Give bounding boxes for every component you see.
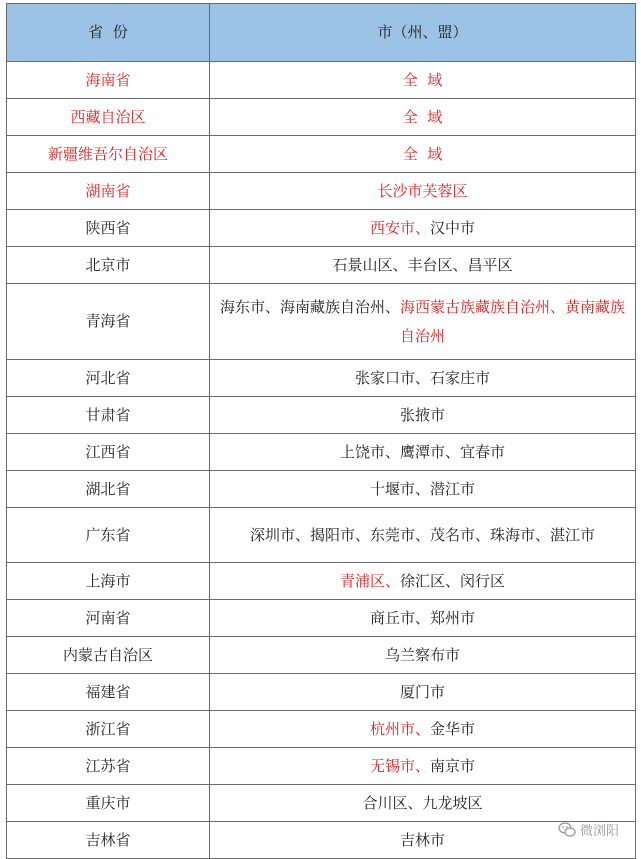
table-row xyxy=(7,711,636,748)
city-text: 上饶市、鹰潭市、宜春市 xyxy=(339,442,505,461)
city-text: 十堰市、潜江市 xyxy=(369,479,475,498)
table-row xyxy=(7,397,636,434)
city-column-header: 市（州、盟） xyxy=(210,4,636,62)
city-text: 海东市、海南藏族自治州、 xyxy=(219,297,400,316)
city-cell xyxy=(210,247,636,284)
city-text: 张家口市、石家庄市 xyxy=(354,368,490,387)
region-table xyxy=(6,3,636,859)
table-body xyxy=(7,62,636,859)
wechat-icon xyxy=(558,822,576,838)
table-row xyxy=(7,284,636,360)
city-cell xyxy=(210,508,636,563)
table-row xyxy=(7,508,636,563)
city-text: 厦门市 xyxy=(399,682,445,701)
province-cell: 北京市 xyxy=(7,247,210,284)
city-text: 、 xyxy=(384,571,400,590)
city-cell xyxy=(210,136,636,173)
city-text: 南京市 xyxy=(430,756,476,775)
city-text: 海西蒙古族藏族自治州、黄南藏族自治州 xyxy=(399,297,626,345)
province-cell: 江苏省 xyxy=(7,748,210,785)
province-cell: 新疆维吾尔自治区 xyxy=(7,136,210,173)
province-cell: 青海省 xyxy=(7,284,210,360)
city-text: 乌兰察布市 xyxy=(384,645,460,664)
province-cell: 西藏自治区 xyxy=(7,99,210,136)
province-cell: 河北省 xyxy=(7,360,210,397)
city-cell xyxy=(210,748,636,785)
city-text: 青浦区 xyxy=(339,571,385,590)
table-row xyxy=(7,748,636,785)
city-cell xyxy=(210,360,636,397)
table-row xyxy=(7,785,636,822)
watermark xyxy=(558,820,619,839)
city-cell xyxy=(210,210,636,247)
table-row xyxy=(7,99,636,136)
city-cell xyxy=(210,785,636,822)
city-cell xyxy=(210,397,636,434)
province-cell: 福建省 xyxy=(7,674,210,711)
city-text: 合川区、九龙坡区 xyxy=(362,793,483,812)
table-row xyxy=(7,210,636,247)
table-row xyxy=(7,822,636,859)
table-row xyxy=(7,600,636,637)
city-cell xyxy=(210,711,636,748)
province-cell: 湖北省 xyxy=(7,471,210,508)
city-text: 全 域 xyxy=(402,144,443,163)
table-row xyxy=(7,637,636,674)
table-row xyxy=(7,471,636,508)
watermark-text: 微浏阳 xyxy=(579,824,619,839)
city-cell xyxy=(210,563,636,600)
city-text: 全 域 xyxy=(402,70,443,89)
province-cell: 广东省 xyxy=(7,508,210,563)
city-cell xyxy=(210,99,636,136)
table-row xyxy=(7,247,636,284)
city-text: 杭州市 xyxy=(369,719,415,738)
header-row xyxy=(7,4,636,62)
city-text: 深圳市、揭阳市、东莞市、茂名市、珠海市、湛江市 xyxy=(249,525,595,544)
table-row xyxy=(7,360,636,397)
table-row xyxy=(7,173,636,210)
province-cell: 上海市 xyxy=(7,563,210,600)
table-row xyxy=(7,62,636,99)
province-cell: 重庆市 xyxy=(7,785,210,822)
city-text: 全 域 xyxy=(402,107,443,126)
city-text: 、 xyxy=(414,218,430,237)
table-row xyxy=(7,434,636,471)
province-cell: 吉林省 xyxy=(7,822,210,859)
city-text: 吉林市 xyxy=(399,830,445,849)
city-text: 徐汇区、闵行区 xyxy=(400,571,506,590)
province-cell: 海南省 xyxy=(7,62,210,99)
city-text: 无锡市 xyxy=(369,756,415,775)
province-column-header: 省 份 xyxy=(7,4,210,62)
province-cell: 陕西省 xyxy=(7,210,210,247)
city-text: 石景山区、丰台区、昌平区 xyxy=(332,255,513,274)
province-cell: 江西省 xyxy=(7,434,210,471)
city-text: 金华市 xyxy=(430,719,476,738)
city-text: 商丘市、郑州市 xyxy=(369,608,475,627)
city-text: 西安市 xyxy=(369,218,415,237)
province-cell: 甘肃省 xyxy=(7,397,210,434)
city-cell xyxy=(210,434,636,471)
city-text: 张掖市 xyxy=(399,405,445,424)
table-row xyxy=(7,674,636,711)
city-text: 、 xyxy=(414,719,430,738)
city-cell xyxy=(210,471,636,508)
city-cell xyxy=(210,173,636,210)
city-cell xyxy=(210,637,636,674)
province-cell: 内蒙古自治区 xyxy=(7,637,210,674)
province-cell: 浙江省 xyxy=(7,711,210,748)
province-cell: 湖南省 xyxy=(7,173,210,210)
city-text: 长沙市芙蓉区 xyxy=(377,181,468,200)
table-header xyxy=(7,4,636,62)
city-cell xyxy=(210,284,636,360)
city-text: 、 xyxy=(414,756,430,775)
city-cell xyxy=(210,674,636,711)
city-text: 汉中市 xyxy=(430,218,476,237)
city-cell xyxy=(210,600,636,637)
city-cell xyxy=(210,62,636,99)
table-row xyxy=(7,563,636,600)
province-cell: 河南省 xyxy=(7,600,210,637)
table-row xyxy=(7,136,636,173)
